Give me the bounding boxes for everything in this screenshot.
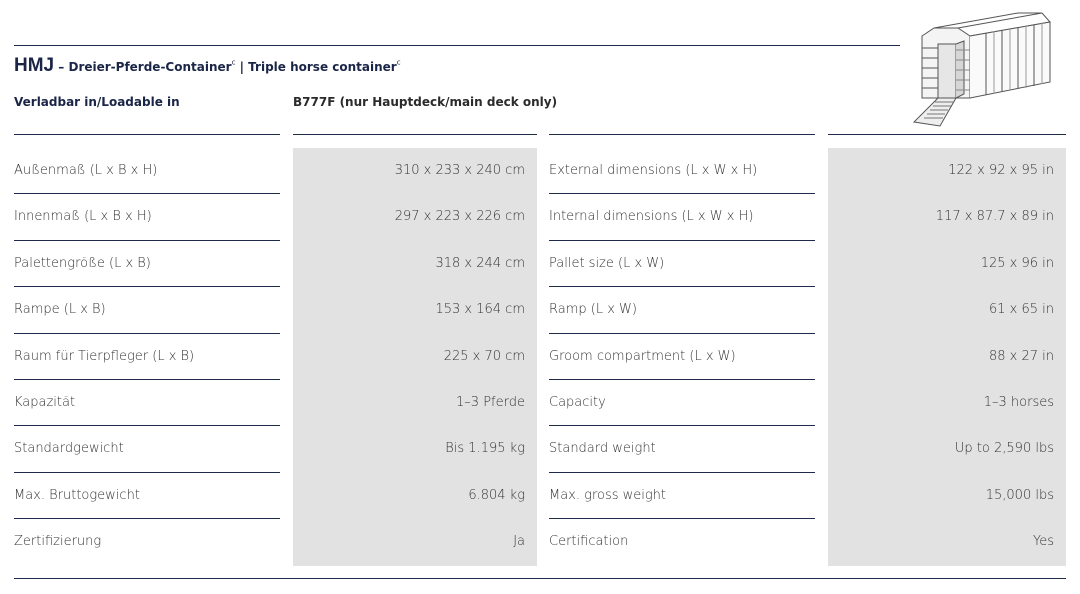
en-label: Pallet size (L x W) <box>549 255 665 271</box>
spec-row <box>0 287 1080 333</box>
spec-row <box>0 194 1080 240</box>
de-label: Kapazität <box>14 394 76 410</box>
spec-row <box>0 148 1080 194</box>
en-label: Capacity <box>549 394 606 410</box>
top-rule <box>14 45 900 46</box>
en-value: 1–3 horses <box>983 394 1054 410</box>
en-label: Groom compartment (L x W) <box>549 348 736 364</box>
de-value: 6.804 kg <box>468 487 525 503</box>
superscript-en: c <box>396 58 401 67</box>
loadable-label: Verladbar in/Loadable in <box>14 95 180 109</box>
de-value: Ja <box>513 534 525 550</box>
de-value: 1–3 Pferde <box>456 394 525 410</box>
de-value: 318 x 244 cm <box>435 255 525 271</box>
spec-row <box>0 334 1080 380</box>
de-value: 310 x 233 x 240 cm <box>394 163 525 178</box>
spec-table <box>0 148 1080 566</box>
bottom-rule <box>14 578 1066 579</box>
de-label: Zertifizierung <box>14 534 102 550</box>
spec-row <box>0 241 1080 287</box>
en-value: Up to 2,590 lbs <box>954 441 1054 457</box>
header-rule-col1 <box>14 134 280 135</box>
de-label: Rampe (L x B) <box>14 302 106 318</box>
en-label: Internal dimensions (L x W x H) <box>549 209 754 225</box>
superscript-de: c <box>231 58 236 67</box>
de-value: 297 x 223 x 226 cm <box>394 209 525 225</box>
spec-row <box>0 426 1080 472</box>
header-rule-col4 <box>828 134 1066 135</box>
product-name-en: | Triple horse container <box>235 60 397 74</box>
en-label: Standard weight <box>549 441 656 457</box>
product-code: HMJ <box>14 55 55 76</box>
en-label: Certification <box>549 534 629 550</box>
horse-container-image <box>900 8 1060 128</box>
de-value: Bis 1.195 kg <box>445 441 525 457</box>
spec-row <box>0 519 1080 565</box>
de-label: Palettengröße (L x B) <box>14 255 151 271</box>
en-value: 61 x 65 in <box>988 302 1054 318</box>
en-label: Ramp (L x W) <box>549 302 637 318</box>
de-label: Außenmaß (L x B x H) <box>14 163 158 178</box>
de-value: 225 x 70 cm <box>443 348 525 364</box>
de-label: Raum für Tierpfleger (L x B) <box>14 348 195 364</box>
en-label: External dimensions (L x W x H) <box>549 163 758 178</box>
en-value: 88 x 27 in <box>988 348 1054 364</box>
header-rule-col2 <box>293 134 537 135</box>
de-label: Standardgewicht <box>14 441 124 457</box>
spec-row <box>0 473 1080 519</box>
en-label: Max. gross weight <box>549 487 667 503</box>
product-name-de: – Dreier-Pferde-Container <box>54 60 232 74</box>
en-value: Yes <box>1033 534 1054 550</box>
loadable-value: B777F (nur Hauptdeck/main deck only) <box>293 95 558 109</box>
header-rule-col3 <box>549 134 815 135</box>
spec-row <box>0 380 1080 426</box>
en-value: 122 x 92 x 95 in <box>948 163 1054 178</box>
en-value: 15,000 lbs <box>985 487 1054 503</box>
product-title <box>14 55 401 77</box>
en-value: 125 x 96 in <box>980 255 1054 271</box>
de-label: Max. Bruttogewicht <box>14 487 140 503</box>
en-value: 117 x 87.7 x 89 in <box>935 209 1054 225</box>
de-label: Innenmaß (L x B x H) <box>14 209 152 225</box>
de-value: 153 x 164 cm <box>435 302 525 318</box>
